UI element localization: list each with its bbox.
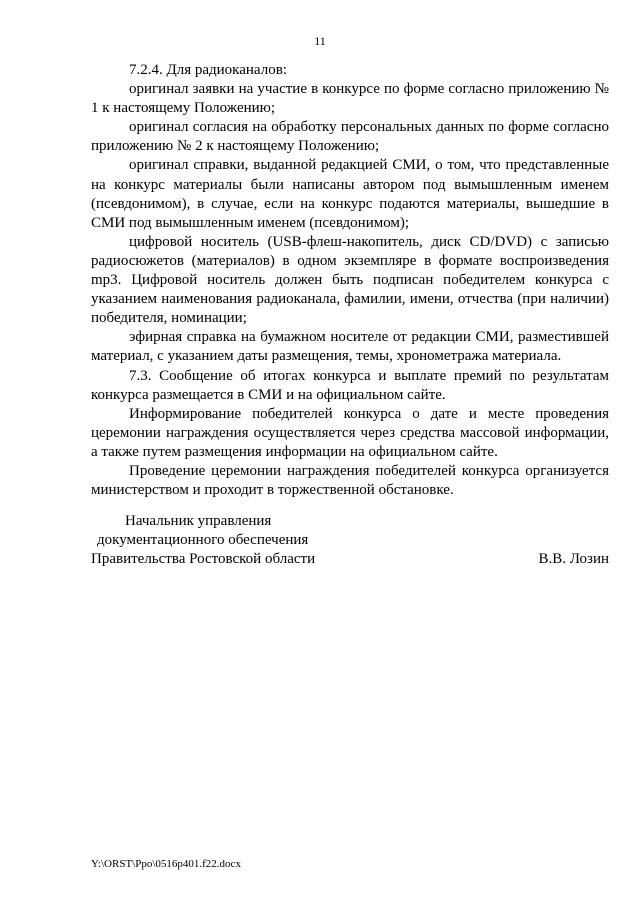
section-7-3-paragraph: 7.3. Сообщение об итогах конкурса и выплате премий по результатам конкурса размещается в СМИ и на официальном сайте. bbox=[91, 367, 609, 403]
list-item-consent-original: оригинал согласия на обработку персональных данных по форме согласно приложению № 2 к настоящему Положению; bbox=[91, 119, 609, 155]
ceremony-paragraph: Проведение церемонии награждения победителей конкурса организуется министерством и проходит в торжественной обстановке. bbox=[91, 462, 609, 499]
signatory-title-line-3: Правительства Ростовской области bbox=[91, 551, 316, 567]
signatory-title-line-1: Начальник управления bbox=[125, 513, 272, 529]
signatory-title-line-2: документационного обеспечения bbox=[97, 532, 309, 548]
signature-block bbox=[91, 512, 609, 569]
section-heading-7-2-4: 7.2.4. Для радиоканалов: bbox=[129, 62, 287, 78]
page-number: 11 bbox=[314, 34, 326, 48]
signatory-name: В.В. Лозин bbox=[538, 551, 609, 567]
document-body bbox=[91, 61, 609, 500]
signatory-row bbox=[91, 550, 609, 569]
list-item-application-original: оригинал заявки на участие в конкурсе по форме согласно приложению № 1 к настоящему Положению; bbox=[91, 81, 609, 117]
file-path-footer: Y:\ORST\Ppo\0516p401.f22.docx bbox=[91, 858, 241, 870]
list-item-digital-media: цифровой носитель (USB-флеш-накопитель, диск CD/DVD) с записью радиосюжетов (материалов) в одном экземпляре в формате воспроизведения mp3. Цифровой носитель должен быть подписан победителем конкурса с указанием наименования радиоканала, фамилии, имени, отчества (при наличии) победителя, номинации; bbox=[91, 233, 609, 327]
winners-notification-paragraph: Информирование победителей конкурса о дате и месте проведения церемонии награждения осуществляется через средства массовой информации, а также путем размещения информации на официальном сайте. bbox=[91, 405, 609, 460]
list-item-pseudonym-certificate: оригинал справки, выданной редакцией СМИ, о том, что представленные на конкурс материалы были написаны автором под вымышленным именем (псевдонимом), в случае, если на конкурс подаются материалы, вышедшие в СМИ под вымышленным именем (псевдонимом); bbox=[91, 157, 609, 231]
list-item-broadcast-certificate: эфирная справка на бумажном носителе от редакции СМИ, разместившей материал, с указанием даты размещения, темы, хронометража материала. bbox=[91, 329, 609, 365]
